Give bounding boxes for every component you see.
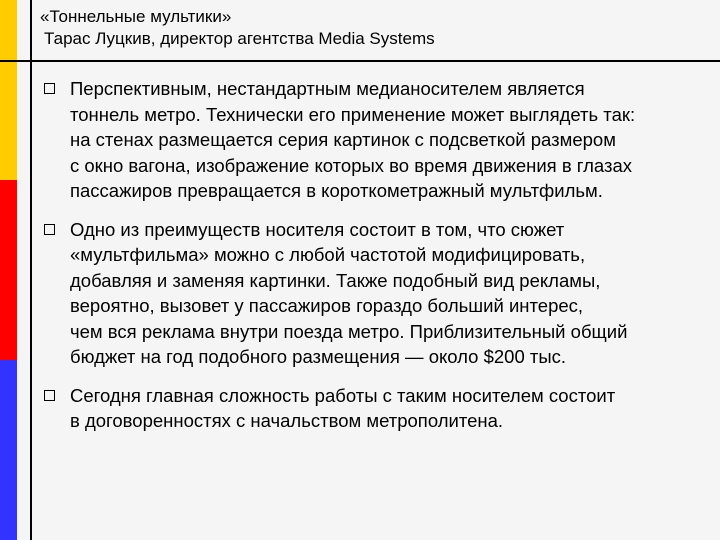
bullet-text-line: бюджет на год подобного размещения — около $200 тыс. [70, 346, 567, 367]
accent-bar-blue [0, 360, 17, 540]
bullet-text-line: чем вся реклама внутри поезда метро. Приблизительный общий [70, 320, 628, 342]
bullet-text-line: пассажиров превращается в короткометражный мультфильм. [70, 180, 603, 201]
bullet-item [42, 76, 702, 204]
title-line: «Тоннельные мультики» [40, 7, 232, 26]
bullet-item [42, 383, 702, 434]
slide-title [40, 6, 710, 50]
hollow-square-bullet-icon [44, 390, 55, 401]
hollow-square-bullet-icon [44, 83, 55, 94]
bullet-list [42, 76, 702, 447]
accent-bar-red [0, 180, 17, 360]
bullet-text-line: «мультфильма» можно с любой частотой модифицировать, [70, 244, 586, 265]
bullet-text-line: вероятно, вызовет у пассажиров гораздо больший интерес, [70, 295, 584, 316]
bullet-item [42, 217, 702, 370]
hollow-square-bullet-icon [44, 224, 55, 235]
subtitle-line: Тарас Луцкив, директор агентства Media Systems [44, 29, 435, 48]
bullet-text-line: с окно вагона, изображение которых во время движения в глазах [70, 154, 633, 176]
bullet-text-line: в договоренностях с начальством метрополитена. [70, 410, 504, 431]
bullet-text-line: Перспективным, нестандартным медианосителем является [70, 78, 585, 99]
vertical-rule [30, 0, 32, 540]
bullet-text-line: тоннель метро. Технически его применение может выглядеть так: [70, 103, 636, 125]
accent-bar-yellow [0, 0, 17, 180]
bullet-text-line: Сегодня главная сложность работы с таким носителем состоит [70, 384, 616, 406]
bullet-text-line: на стенах размещается серия картинок с подсветкой размером [70, 129, 616, 150]
bullet-text-line: добавляя и заменяя картинки. Также подобный вид рекламы, [70, 269, 601, 291]
bullet-text-line: Одно из преимуществ носителя состоит в том, что сюжет [70, 218, 565, 240]
horizontal-rule [0, 60, 720, 62]
